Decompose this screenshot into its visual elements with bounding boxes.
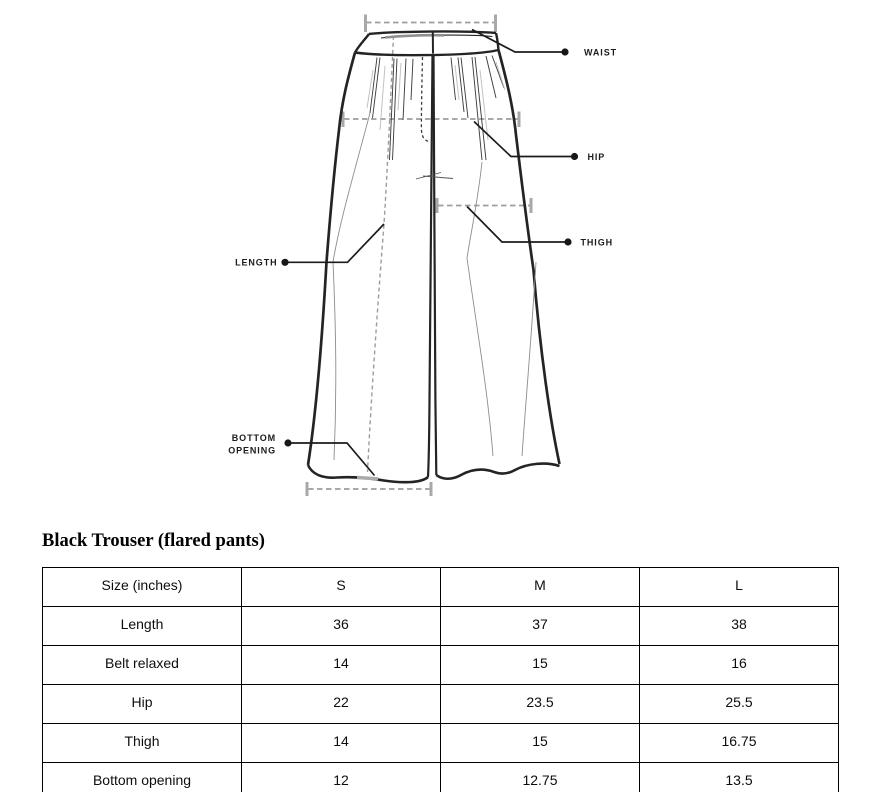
value-cell: 16.75 [640,724,839,763]
table-row-hip [43,685,839,724]
bottom-opening-leader [292,443,375,476]
header-cell-m: M [441,568,640,607]
row-label: Bottom opening [43,763,242,792]
value-cell: 22 [242,685,441,724]
thigh-leader [467,207,565,243]
value-cell: 37 [441,607,640,646]
bottom-opening-dot [284,439,291,446]
row-label: Length [43,607,242,646]
thigh-dot [564,238,571,245]
value-cell: 15 [441,646,640,685]
product-title: Black Trouser (flared pants) [42,531,265,551]
value-cell: 15 [441,724,640,763]
thigh-label: THIGH [580,237,613,248]
row-label: Thigh [43,724,242,763]
hip-leader [474,122,571,157]
value-cell: 36 [242,607,441,646]
bottom-opening-measure-line [307,482,431,496]
hip-label: HIP [587,151,606,162]
waist-dot [561,48,568,55]
pleat-shading [367,62,505,140]
bottom-opening-label-line1: BOTTOM [231,433,276,443]
waist-measure-line [366,15,496,33]
value-cell: 25.5 [640,685,839,724]
value-cell: 16 [640,646,839,685]
row-label: Hip [43,685,242,724]
hem-gray-mark [357,478,378,479]
waist-label: WAIST [584,47,617,58]
bottom-opening-label-line2: OPENING [228,445,276,456]
row-label: Belt relaxed [43,646,242,685]
header-cell-l: L [640,568,839,607]
length-dot [281,259,288,266]
size-chart-table [42,567,839,792]
trouser-outline [308,31,560,482]
fly-dashed-line [421,57,432,142]
value-cell: 23.5 [441,685,640,724]
value-cell: 38 [640,607,839,646]
value-cell: 13.5 [640,763,839,792]
value-cell: 12.75 [441,763,640,792]
table-row-thigh [43,724,839,763]
value-cell: 14 [242,646,441,685]
header-cell-size: Size (inches) [43,568,242,607]
hip-dot [571,153,578,160]
length-label: LENGTH [235,257,278,268]
table-row-belt-relaxed [43,646,839,685]
table-header-row [43,568,839,607]
table-row-bottom-opening [43,763,839,792]
value-cell: 14 [242,724,441,763]
header-cell-s: S [242,568,441,607]
table-row-length [43,607,839,646]
value-cell: 12 [242,763,441,792]
thigh-measure-line [437,198,531,213]
